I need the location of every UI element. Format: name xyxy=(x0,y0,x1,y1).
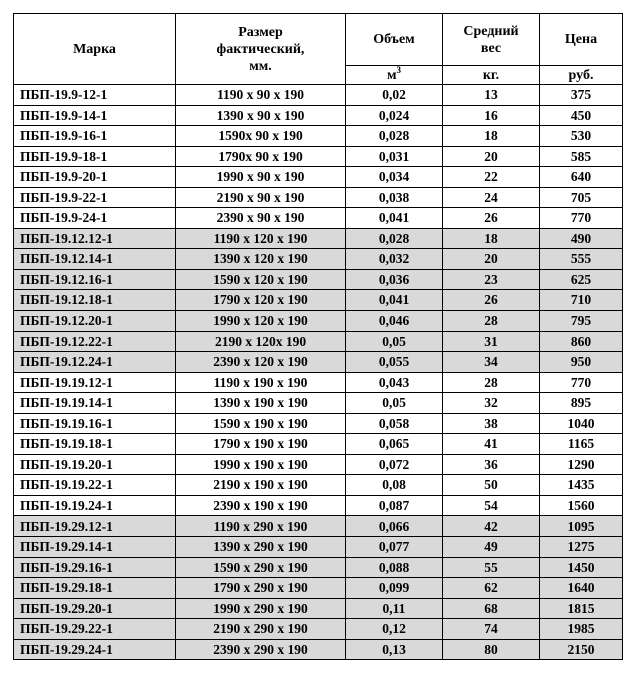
cell-price: 585 xyxy=(540,146,623,167)
cell-volume: 0,028 xyxy=(346,126,443,147)
cell-volume: 0,13 xyxy=(346,639,443,660)
cell-weight: 38 xyxy=(443,413,540,434)
cell-price: 640 xyxy=(540,167,623,188)
cell-weight: 31 xyxy=(443,331,540,352)
cell-size: 2390 х 90 х 190 xyxy=(176,208,346,229)
cell-size: 1790 х 120 х 190 xyxy=(176,290,346,311)
cell-volume: 0,088 xyxy=(346,557,443,578)
cell-price: 450 xyxy=(540,105,623,126)
table-row xyxy=(14,290,623,311)
table-row xyxy=(14,372,623,393)
header-weight: Средний вес xyxy=(443,14,540,66)
cell-volume: 0,087 xyxy=(346,495,443,516)
cell-price: 1165 xyxy=(540,434,623,455)
cell-mark: ПБП-19.29.20-1 xyxy=(14,598,176,619)
cell-weight: 42 xyxy=(443,516,540,537)
cell-size: 1790 х 190 х 190 xyxy=(176,434,346,455)
cell-price: 1290 xyxy=(540,454,623,475)
table-row xyxy=(14,434,623,455)
header-mark: Марка xyxy=(14,14,176,85)
cell-size: 1190 х 290 х 190 xyxy=(176,516,346,537)
cell-price: 795 xyxy=(540,311,623,332)
table-row xyxy=(14,578,623,599)
cell-weight: 49 xyxy=(443,537,540,558)
table-row xyxy=(14,187,623,208)
cell-price: 860 xyxy=(540,331,623,352)
price-table-container xyxy=(13,13,623,660)
cell-mark: ПБП-19.12.14-1 xyxy=(14,249,176,270)
cell-size: 1590 х 120 х 190 xyxy=(176,269,346,290)
cell-volume: 0,099 xyxy=(346,578,443,599)
cell-size: 1590 х 290 х 190 xyxy=(176,557,346,578)
cell-weight: 20 xyxy=(443,249,540,270)
cell-volume: 0,046 xyxy=(346,311,443,332)
cell-volume: 0,077 xyxy=(346,537,443,558)
header-price: Цена xyxy=(540,14,623,66)
table-row xyxy=(14,413,623,434)
cell-price: 1450 xyxy=(540,557,623,578)
cell-size: 1190 х 90 х 190 xyxy=(176,85,346,106)
cell-weight: 54 xyxy=(443,495,540,516)
cell-mark: ПБП-19.9-12-1 xyxy=(14,85,176,106)
cell-mark: ПБП-19.29.22-1 xyxy=(14,619,176,640)
cell-price: 490 xyxy=(540,228,623,249)
cell-volume: 0,055 xyxy=(346,352,443,373)
unit-price: руб. xyxy=(540,66,623,85)
cell-mark: ПБП-19.9-16-1 xyxy=(14,126,176,147)
table-row xyxy=(14,249,623,270)
cell-size: 1190 х 190 х 190 xyxy=(176,372,346,393)
cell-size: 1990 х 290 х 190 xyxy=(176,598,346,619)
cell-mark: ПБП-19.12.18-1 xyxy=(14,290,176,311)
cell-mark: ПБП-19.12.22-1 xyxy=(14,331,176,352)
cell-weight: 16 xyxy=(443,105,540,126)
cell-price: 705 xyxy=(540,187,623,208)
cell-size: 1990 х 190 х 190 xyxy=(176,454,346,475)
cell-price: 555 xyxy=(540,249,623,270)
table-row xyxy=(14,311,623,332)
cell-volume: 0,032 xyxy=(346,249,443,270)
cell-size: 1190 х 120 х 190 xyxy=(176,228,346,249)
cell-mark: ПБП-19.12.16-1 xyxy=(14,269,176,290)
cell-mark: ПБП-19.9-14-1 xyxy=(14,105,176,126)
cell-size: 2390 х 290 х 190 xyxy=(176,639,346,660)
cell-volume: 0,065 xyxy=(346,434,443,455)
table-row xyxy=(14,454,623,475)
cell-weight: 80 xyxy=(443,639,540,660)
table-row xyxy=(14,639,623,660)
cell-price: 1640 xyxy=(540,578,623,599)
cell-mark: ПБП-19.9-22-1 xyxy=(14,187,176,208)
header-volume: Объем xyxy=(346,14,443,66)
cell-volume: 0,024 xyxy=(346,105,443,126)
cell-mark: ПБП-19.9-24-1 xyxy=(14,208,176,229)
cell-weight: 74 xyxy=(443,619,540,640)
cell-mark: ПБП-19.19.14-1 xyxy=(14,393,176,414)
cell-price: 770 xyxy=(540,372,623,393)
cell-weight: 18 xyxy=(443,228,540,249)
cell-price: 1560 xyxy=(540,495,623,516)
cell-price: 1275 xyxy=(540,537,623,558)
cell-weight: 23 xyxy=(443,269,540,290)
table-row xyxy=(14,208,623,229)
cell-volume: 0,05 xyxy=(346,331,443,352)
cell-weight: 22 xyxy=(443,167,540,188)
cell-size: 1790х 90 х 190 xyxy=(176,146,346,167)
cell-mark: ПБП-19.19.18-1 xyxy=(14,434,176,455)
table-row xyxy=(14,352,623,373)
price-table xyxy=(13,13,623,660)
table-row xyxy=(14,167,623,188)
table-row xyxy=(14,557,623,578)
cell-size: 1990 х 90 х 190 xyxy=(176,167,346,188)
cell-volume: 0,12 xyxy=(346,619,443,640)
table-row xyxy=(14,126,623,147)
table-row xyxy=(14,228,623,249)
cell-weight: 18 xyxy=(443,126,540,147)
header-size: Размер фактический, мм. xyxy=(176,14,346,85)
cell-price: 1095 xyxy=(540,516,623,537)
cell-size: 2390 х 120 х 190 xyxy=(176,352,346,373)
table-row xyxy=(14,619,623,640)
cell-size: 1390 х 290 х 190 xyxy=(176,537,346,558)
cell-volume: 0,072 xyxy=(346,454,443,475)
cell-weight: 32 xyxy=(443,393,540,414)
cell-volume: 0,031 xyxy=(346,146,443,167)
cell-volume: 0,036 xyxy=(346,269,443,290)
cell-weight: 26 xyxy=(443,208,540,229)
cell-mark: ПБП-19.12.20-1 xyxy=(14,311,176,332)
cell-size: 2190 х 90 х 190 xyxy=(176,187,346,208)
cell-mark: ПБП-19.9-18-1 xyxy=(14,146,176,167)
cell-price: 530 xyxy=(540,126,623,147)
cell-price: 1435 xyxy=(540,475,623,496)
table-row xyxy=(14,146,623,167)
cell-weight: 68 xyxy=(443,598,540,619)
cell-volume: 0,058 xyxy=(346,413,443,434)
cell-size: 1390 х 190 х 190 xyxy=(176,393,346,414)
cell-size: 1790 х 290 х 190 xyxy=(176,578,346,599)
cell-price: 710 xyxy=(540,290,623,311)
table-row xyxy=(14,537,623,558)
cell-volume: 0,043 xyxy=(346,372,443,393)
cell-weight: 55 xyxy=(443,557,540,578)
cell-volume: 0,11 xyxy=(346,598,443,619)
cell-price: 895 xyxy=(540,393,623,414)
cell-mark: ПБП-19.12.12-1 xyxy=(14,228,176,249)
cell-mark: ПБП-19.19.20-1 xyxy=(14,454,176,475)
unit-volume xyxy=(346,66,443,85)
cell-price: 375 xyxy=(540,85,623,106)
cell-price: 770 xyxy=(540,208,623,229)
cell-price: 1040 xyxy=(540,413,623,434)
cell-size: 2190 х 190 х 190 xyxy=(176,475,346,496)
cell-volume: 0,038 xyxy=(346,187,443,208)
cell-weight: 13 xyxy=(443,85,540,106)
cell-size: 2190 х 120х 190 xyxy=(176,331,346,352)
table-row xyxy=(14,105,623,126)
cell-volume: 0,02 xyxy=(346,85,443,106)
cell-mark: ПБП-19.29.24-1 xyxy=(14,639,176,660)
cell-mark: ПБП-19.29.18-1 xyxy=(14,578,176,599)
cell-size: 1590х 90 х 190 xyxy=(176,126,346,147)
table-row xyxy=(14,331,623,352)
cell-price: 1985 xyxy=(540,619,623,640)
table-row xyxy=(14,393,623,414)
cell-price: 2150 xyxy=(540,639,623,660)
cell-size: 2190 х 290 х 190 xyxy=(176,619,346,640)
unit-volume-base: м xyxy=(386,67,397,83)
cell-weight: 20 xyxy=(443,146,540,167)
cell-mark: ПБП-19.9-20-1 xyxy=(14,167,176,188)
cell-weight: 26 xyxy=(443,290,540,311)
cell-weight: 28 xyxy=(443,372,540,393)
table-row xyxy=(14,475,623,496)
unit-weight: кг. xyxy=(443,66,540,85)
table-body xyxy=(14,85,623,660)
table-row xyxy=(14,516,623,537)
table-row xyxy=(14,85,623,106)
cell-mark: ПБП-19.29.12-1 xyxy=(14,516,176,537)
table-row xyxy=(14,495,623,516)
cell-price: 950 xyxy=(540,352,623,373)
cell-volume: 0,028 xyxy=(346,228,443,249)
cell-weight: 50 xyxy=(443,475,540,496)
cell-price: 625 xyxy=(540,269,623,290)
cell-mark: ПБП-19.19.22-1 xyxy=(14,475,176,496)
cell-volume: 0,041 xyxy=(346,290,443,311)
cell-price: 1815 xyxy=(540,598,623,619)
cell-weight: 36 xyxy=(443,454,540,475)
table-row xyxy=(14,269,623,290)
cell-mark: ПБП-19.29.14-1 xyxy=(14,537,176,558)
cell-weight: 62 xyxy=(443,578,540,599)
cell-volume: 0,08 xyxy=(346,475,443,496)
cell-weight: 24 xyxy=(443,187,540,208)
cell-volume: 0,041 xyxy=(346,208,443,229)
cell-mark: ПБП-19.19.24-1 xyxy=(14,495,176,516)
cell-weight: 41 xyxy=(443,434,540,455)
cell-size: 1990 х 120 х 190 xyxy=(176,311,346,332)
cell-weight: 34 xyxy=(443,352,540,373)
cell-mark: ПБП-19.12.24-1 xyxy=(14,352,176,373)
cell-mark: ПБП-19.19.16-1 xyxy=(14,413,176,434)
cell-volume: 0,066 xyxy=(346,516,443,537)
cell-size: 1390 х 120 х 190 xyxy=(176,249,346,270)
cell-size: 1390 х 90 х 190 xyxy=(176,105,346,126)
cell-mark: ПБП-19.19.12-1 xyxy=(14,372,176,393)
cell-volume: 0,05 xyxy=(346,393,443,414)
cell-size: 1590 х 190 х 190 xyxy=(176,413,346,434)
cell-size: 2390 х 190 х 190 xyxy=(176,495,346,516)
cell-weight: 28 xyxy=(443,311,540,332)
cell-volume: 0,034 xyxy=(346,167,443,188)
unit-volume-exponent: 3 xyxy=(396,64,402,75)
table-row xyxy=(14,598,623,619)
cell-mark: ПБП-19.29.16-1 xyxy=(14,557,176,578)
